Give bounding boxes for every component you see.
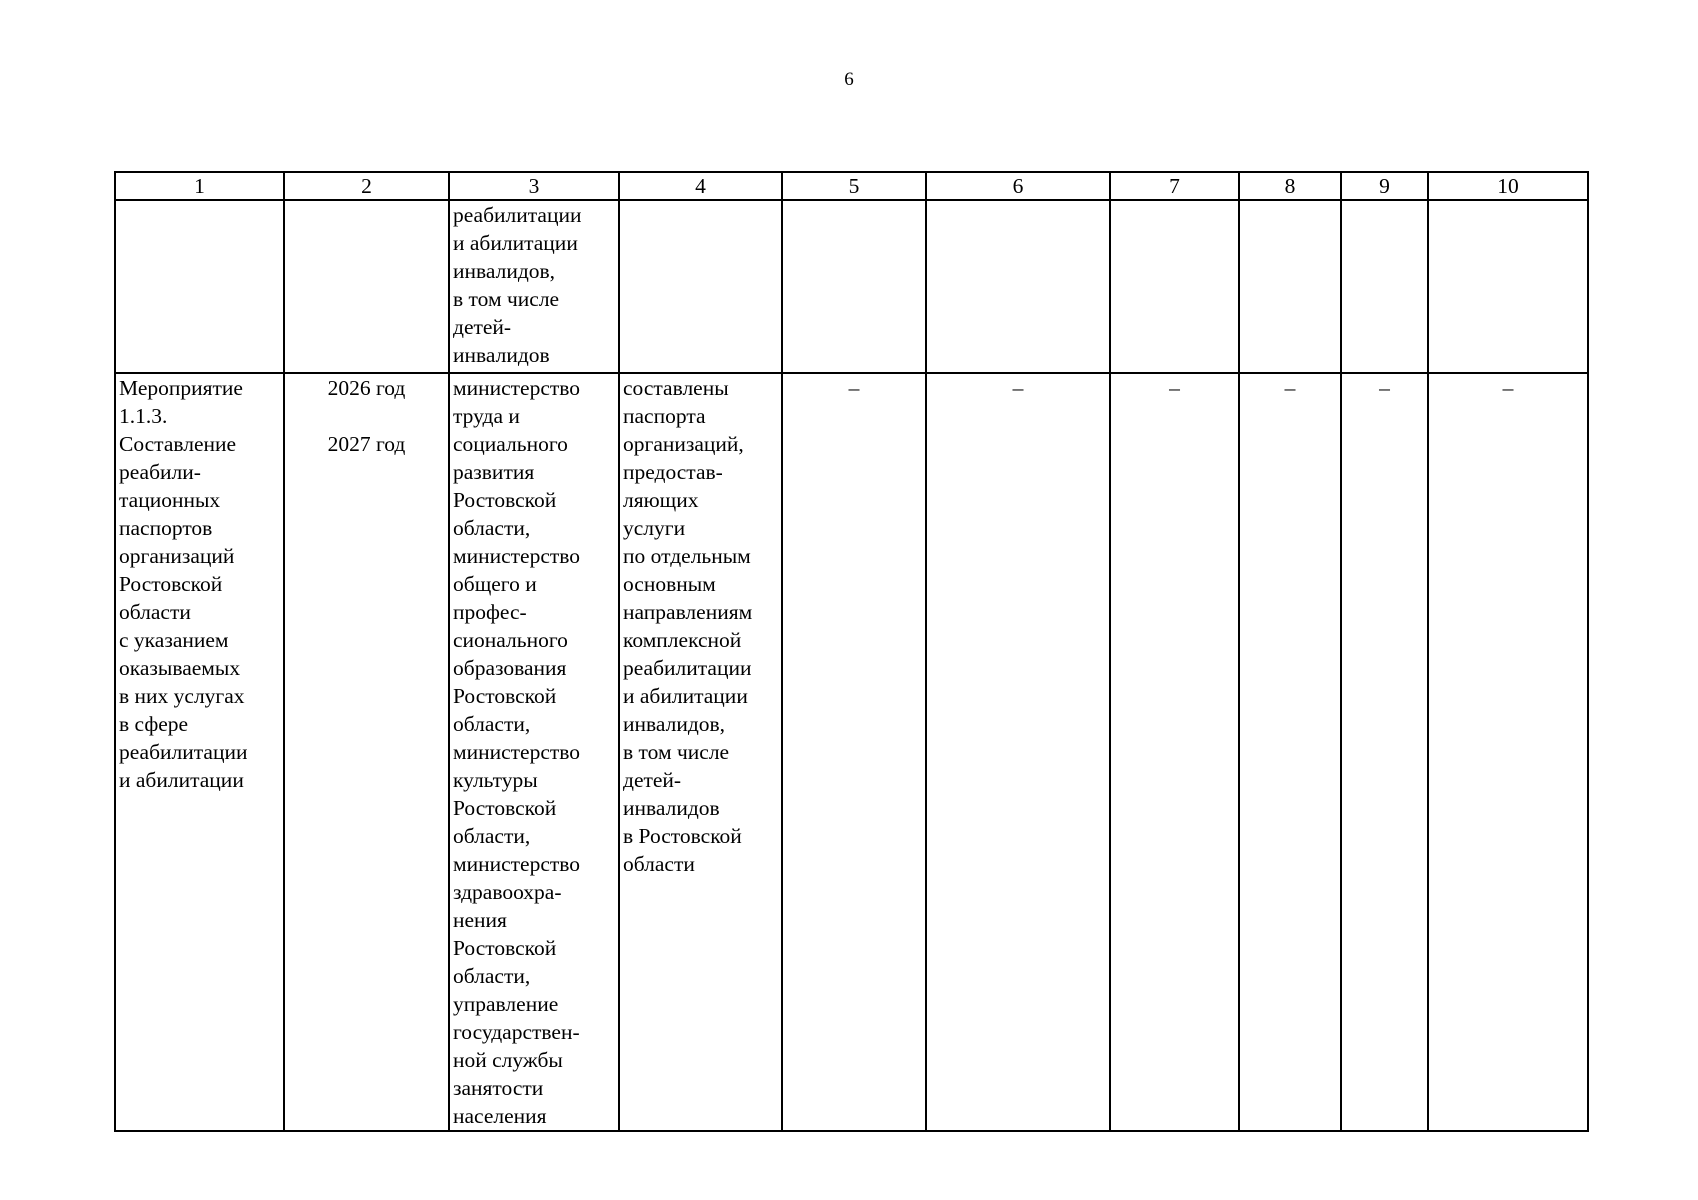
cell-text-line: детей- — [623, 768, 682, 792]
cell-text-line: 1.1.3. — [119, 404, 168, 428]
cell-text-line: социального — [453, 432, 568, 456]
cell-text-line: инвалидов, — [623, 712, 726, 736]
cell-text-line: организаций, — [623, 432, 744, 456]
table-row-continued — [115, 200, 1588, 373]
cell-text-line: населения — [453, 1104, 547, 1128]
cell-text-line: организаций — [119, 544, 235, 568]
cell-col6: – — [926, 373, 1110, 1131]
cell-text-line: реабилитации — [453, 203, 582, 227]
cell-text-line: области, — [453, 712, 531, 736]
cell-text-line: Составление — [119, 432, 237, 456]
cell-result — [619, 373, 782, 1131]
col-header-3: 3 — [449, 172, 619, 200]
cell-text-line: нения — [453, 908, 507, 932]
cell-text-line: в том числе — [623, 740, 730, 764]
cell-text-line: инвалидов — [453, 343, 550, 367]
cell-continued-executor — [449, 200, 619, 373]
cell-empty — [1341, 200, 1428, 373]
cell-empty — [1239, 200, 1341, 373]
cell-text-line: сионального — [453, 628, 568, 652]
cell-deadline — [284, 373, 449, 1131]
cell-text-line: образования — [453, 656, 567, 680]
cell-text-line: оказываемых — [119, 656, 241, 680]
cell-text-line: области, — [453, 516, 531, 540]
cell-col10: – — [1428, 373, 1588, 1131]
cell-text-line: области — [623, 852, 695, 876]
cell-col5: – — [782, 373, 926, 1131]
cell-text-line: и абилитации — [119, 768, 244, 792]
header-row — [115, 172, 1588, 200]
deadline-year-2027: 2027 год — [327, 432, 406, 456]
cell-text-line: министерство — [453, 544, 581, 568]
col-header-8: 8 — [1239, 172, 1341, 200]
cell-text-line: области — [119, 600, 191, 624]
deadline-year-2026: 2026 год — [327, 376, 406, 400]
cell-text-line: направлениям — [623, 600, 753, 624]
cell-col7: – — [1110, 373, 1239, 1131]
cell-text-line: детей- — [453, 315, 512, 339]
cell-text-line: составлены — [623, 376, 729, 400]
cell-text-line: труда и — [453, 404, 520, 428]
cell-measure-name — [115, 373, 284, 1131]
cell-empty — [926, 200, 1110, 373]
cell-col8: – — [1239, 373, 1341, 1131]
cell-col9: – — [1341, 373, 1428, 1131]
cell-text-line: тационных — [119, 488, 221, 512]
cell-text-line: Ростовской — [453, 684, 557, 708]
cell-text-line: развития — [453, 460, 535, 484]
col-header-1: 1 — [115, 172, 284, 200]
cell-text-line: и абилитации — [453, 231, 578, 255]
cell-text-line: инвалидов — [623, 796, 720, 820]
cell-text-line: Мероприятие — [119, 376, 243, 400]
cell-text-line: с указанием — [119, 628, 229, 652]
cell-empty — [782, 200, 926, 373]
cell-text-line: занятости — [453, 1076, 544, 1100]
cell-text-line: общего и — [453, 572, 537, 596]
cell-text-line: комплексной — [623, 628, 742, 652]
cell-text-line: министерство — [453, 740, 581, 764]
cell-text-line: министерство — [453, 376, 581, 400]
measures-table — [114, 171, 1589, 1132]
col-header-6: 6 — [926, 172, 1110, 200]
cell-text-line: области, — [453, 824, 531, 848]
cell-text-line: паспорта — [623, 404, 706, 428]
cell-text-line: государствен- — [453, 1020, 580, 1044]
col-header-10: 10 — [1428, 172, 1588, 200]
cell-text-line: культуры — [453, 768, 538, 792]
cell-executors — [449, 373, 619, 1131]
cell-text-line: профес- — [453, 600, 527, 624]
cell-text-line: Ростовской — [453, 488, 557, 512]
cell-text-line: управление — [453, 992, 559, 1016]
cell-text-line: области, — [453, 964, 531, 988]
cell-text-line: и абилитации — [623, 684, 748, 708]
cell-text-line: Ростовской — [119, 572, 223, 596]
col-header-7: 7 — [1110, 172, 1239, 200]
col-header-4: 4 — [619, 172, 782, 200]
col-header-2: 2 — [284, 172, 449, 200]
cell-text-line: в них услугах — [119, 684, 245, 708]
cell-text-line: Ростовской — [453, 936, 557, 960]
cell-text-line: Ростовской — [453, 796, 557, 820]
cell-text-line: предостав- — [623, 460, 723, 484]
cell-text-line: основным — [623, 572, 716, 596]
cell-text-line: министерство — [453, 852, 581, 876]
cell-empty — [1110, 200, 1239, 373]
cell-text-line: инвалидов, — [453, 259, 556, 283]
table-row-measure-1-1-3 — [115, 373, 1588, 1131]
cell-text-line: паспортов — [119, 516, 213, 540]
col-header-9: 9 — [1341, 172, 1428, 200]
cell-text-line: услуги — [623, 516, 686, 540]
col-header-5: 5 — [782, 172, 926, 200]
cell-text-line: реабилитации — [623, 656, 752, 680]
cell-empty — [115, 200, 284, 373]
cell-empty — [1428, 200, 1588, 373]
cell-text-line: по отдельным — [623, 544, 751, 568]
cell-empty — [619, 200, 782, 373]
cell-text-line: в том числе — [453, 287, 560, 311]
cell-text-line: в Ростовской — [623, 824, 742, 848]
cell-text-line: реабили- — [119, 460, 201, 484]
cell-text-line: реабилитации — [119, 740, 248, 764]
cell-text-line: ной службы — [453, 1048, 563, 1072]
cell-text-line: здравоохра- — [453, 880, 562, 904]
cell-text-line: в сфере — [119, 712, 189, 736]
cell-empty — [284, 200, 449, 373]
cell-text-line: ляющих — [623, 488, 699, 512]
page-number: 6 — [844, 69, 854, 90]
